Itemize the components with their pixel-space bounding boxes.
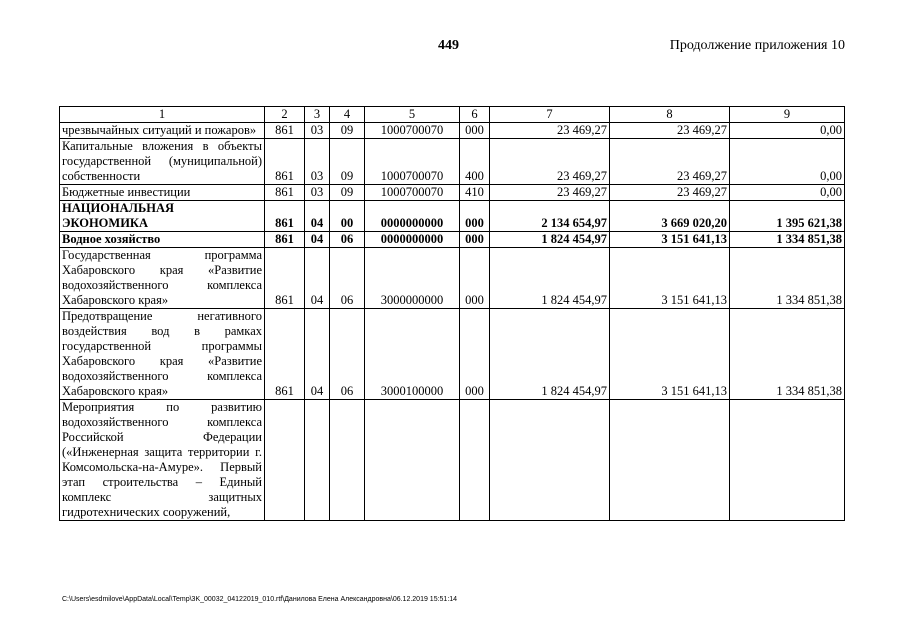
- column-header: 5: [365, 107, 460, 123]
- cell-target-article: 0000000000: [365, 232, 460, 248]
- cell-amount-7: 1 824 454,97: [490, 232, 610, 248]
- cell-code: 861: [265, 185, 305, 201]
- cell-section: 04: [305, 309, 330, 400]
- table-row: [60, 309, 845, 400]
- cell-expense-type: 000: [460, 248, 490, 309]
- cell-amount-7: 23 469,27: [490, 139, 610, 185]
- column-header: 6: [460, 107, 490, 123]
- column-header: 8: [610, 107, 730, 123]
- cell-target-article: 1000700070: [365, 185, 460, 201]
- appendix-continuation-note: Продолжение приложения 10: [669, 38, 845, 53]
- cell-subsection: 00: [330, 201, 365, 232]
- row-name: НАЦИОНАЛЬНАЯ ЭКОНОМИКА: [60, 201, 265, 232]
- row-name: Водное хозяйство: [60, 232, 265, 248]
- cell-section: 03: [305, 123, 330, 139]
- column-header: 9: [730, 107, 845, 123]
- cell-amount-9: 0,00: [730, 139, 845, 185]
- footer-file-path: C:\Users\esdmilove\AppData\Local\Temp\3K_00032_04122019_010.rtf\Данилова Елена Александровна\06.12.2019 15:51:14: [62, 596, 458, 603]
- cell-section: [305, 400, 330, 521]
- cell-amount-8: 23 469,27: [610, 139, 730, 185]
- cell-target-article: 3000100000: [365, 309, 460, 400]
- cell-expense-type: 410: [460, 185, 490, 201]
- column-header: 4: [330, 107, 365, 123]
- cell-amount-7: 23 469,27: [490, 185, 610, 201]
- budget-table: [59, 106, 845, 521]
- cell-section: 03: [305, 139, 330, 185]
- row-name: Бюджетные инвестиции: [60, 185, 265, 201]
- cell-section: 04: [305, 248, 330, 309]
- row-name: Мероприятия по развитию водохозяйственного комплекса Российской Федерации («Инженерная защита территории г. Комсомольска-на-Амуре». Первый этап строительства – Единый комплекс защитных гидротехнических сооружений,: [60, 400, 265, 521]
- cell-target-article: [365, 400, 460, 521]
- cell-amount-8: [610, 400, 730, 521]
- table-row: [60, 139, 845, 185]
- cell-code: 861: [265, 123, 305, 139]
- row-name: Предотвращение негативного воздействия вод в рамках государственной программы Хабаровского края «Развитие водохозяйственного комплекса Хабаровского края»: [60, 309, 265, 400]
- cell-target-article: 1000700070: [365, 123, 460, 139]
- cell-subsection: 09: [330, 139, 365, 185]
- row-name: чрезвычайных ситуаций и пожаров»: [60, 123, 265, 139]
- cell-code: 861: [265, 232, 305, 248]
- cell-subsection: [330, 400, 365, 521]
- cell-amount-7: [490, 400, 610, 521]
- column-header: 1: [60, 107, 265, 123]
- cell-amount-8: 23 469,27: [610, 123, 730, 139]
- cell-code: 861: [265, 248, 305, 309]
- cell-subsection: 09: [330, 123, 365, 139]
- cell-amount-8: 3 151 641,13: [610, 309, 730, 400]
- cell-target-article: 0000000000: [365, 201, 460, 232]
- cell-target-article: 1000700070: [365, 139, 460, 185]
- column-header: 7: [490, 107, 610, 123]
- cell-code: [265, 400, 305, 521]
- cell-subsection: 06: [330, 232, 365, 248]
- cell-amount-7: 2 134 654,97: [490, 201, 610, 232]
- cell-amount-9: 1 334 851,38: [730, 232, 845, 248]
- page-number: 449: [438, 38, 459, 53]
- table-row: [60, 201, 845, 232]
- table-row: [60, 123, 845, 139]
- cell-amount-8: 23 469,27: [610, 185, 730, 201]
- column-header: 3: [305, 107, 330, 123]
- table-row: [60, 232, 845, 248]
- cell-section: 04: [305, 201, 330, 232]
- table-row: [60, 248, 845, 309]
- cell-amount-7: 1 824 454,97: [490, 248, 610, 309]
- cell-amount-9: 1 334 851,38: [730, 248, 845, 309]
- cell-amount-8: 3 151 641,13: [610, 232, 730, 248]
- cell-expense-type: 400: [460, 139, 490, 185]
- cell-code: 861: [265, 201, 305, 232]
- table-row: [60, 185, 845, 201]
- cell-expense-type: [460, 400, 490, 521]
- cell-amount-8: 3 669 020,20: [610, 201, 730, 232]
- cell-subsection: 06: [330, 248, 365, 309]
- cell-expense-type: 000: [460, 309, 490, 400]
- cell-amount-9: 1 334 851,38: [730, 309, 845, 400]
- table-header-row: [60, 107, 845, 123]
- cell-amount-9: 0,00: [730, 123, 845, 139]
- row-name: Государственная программа Хабаровского края «Развитие водохозяйственного комплекса Хабаровского края»: [60, 248, 265, 309]
- cell-expense-type: 000: [460, 123, 490, 139]
- cell-amount-8: 3 151 641,13: [610, 248, 730, 309]
- cell-section: 04: [305, 232, 330, 248]
- cell-amount-7: 23 469,27: [490, 123, 610, 139]
- cell-expense-type: 000: [460, 232, 490, 248]
- cell-amount-9: 0,00: [730, 185, 845, 201]
- cell-amount-7: 1 824 454,97: [490, 309, 610, 400]
- cell-amount-9: [730, 400, 845, 521]
- cell-amount-9: 1 395 621,38: [730, 201, 845, 232]
- cell-code: 861: [265, 139, 305, 185]
- row-name: Капитальные вложения в объекты государственной (муниципальной) собственности: [60, 139, 265, 185]
- cell-section: 03: [305, 185, 330, 201]
- column-header: 2: [265, 107, 305, 123]
- cell-target-article: 3000000000: [365, 248, 460, 309]
- cell-subsection: 09: [330, 185, 365, 201]
- table-row: [60, 400, 845, 521]
- cell-expense-type: 000: [460, 201, 490, 232]
- cell-subsection: 06: [330, 309, 365, 400]
- cell-code: 861: [265, 309, 305, 400]
